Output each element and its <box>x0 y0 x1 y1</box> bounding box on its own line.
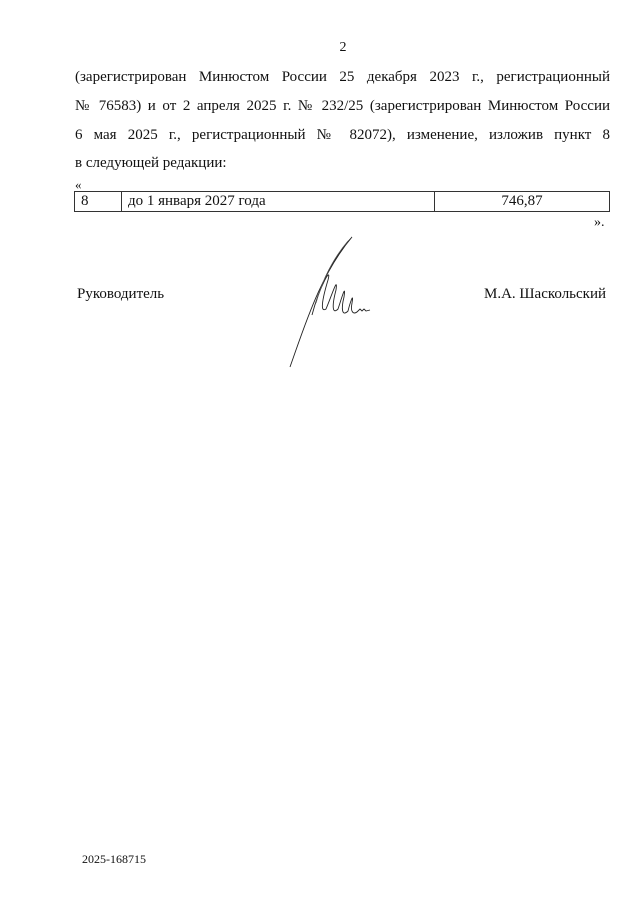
paragraph-line: (зарегистрирован Минюстом России 25 декабря 2023 г., регистрационный <box>75 69 610 85</box>
paragraph-line: в следующей редакции: <box>75 155 227 171</box>
paragraph-line: № 76583) и от 2 апреля 2025 г. № 232/25 (зарегистрирован Минюстом России <box>75 98 610 114</box>
row-period: до 1 января 2027 года <box>122 192 435 212</box>
paragraph-line: 6 мая 2025 г., регистрационный № 82072), изменение, изложив пункт 8 <box>75 127 610 143</box>
document-code: 2025-168715 <box>82 852 146 866</box>
table-row <box>75 192 610 212</box>
row-value: 746,87 <box>435 192 610 212</box>
signatory-position: Руководитель <box>77 286 165 302</box>
page-number: 2 <box>339 40 347 55</box>
amendment-table <box>74 191 610 212</box>
signatory-name: М.А. Шаскольский <box>484 286 607 302</box>
row-number: 8 <box>75 192 122 212</box>
close-quote: ». <box>594 215 605 230</box>
handwritten-signature <box>280 225 380 370</box>
open-quote: « <box>75 177 82 192</box>
